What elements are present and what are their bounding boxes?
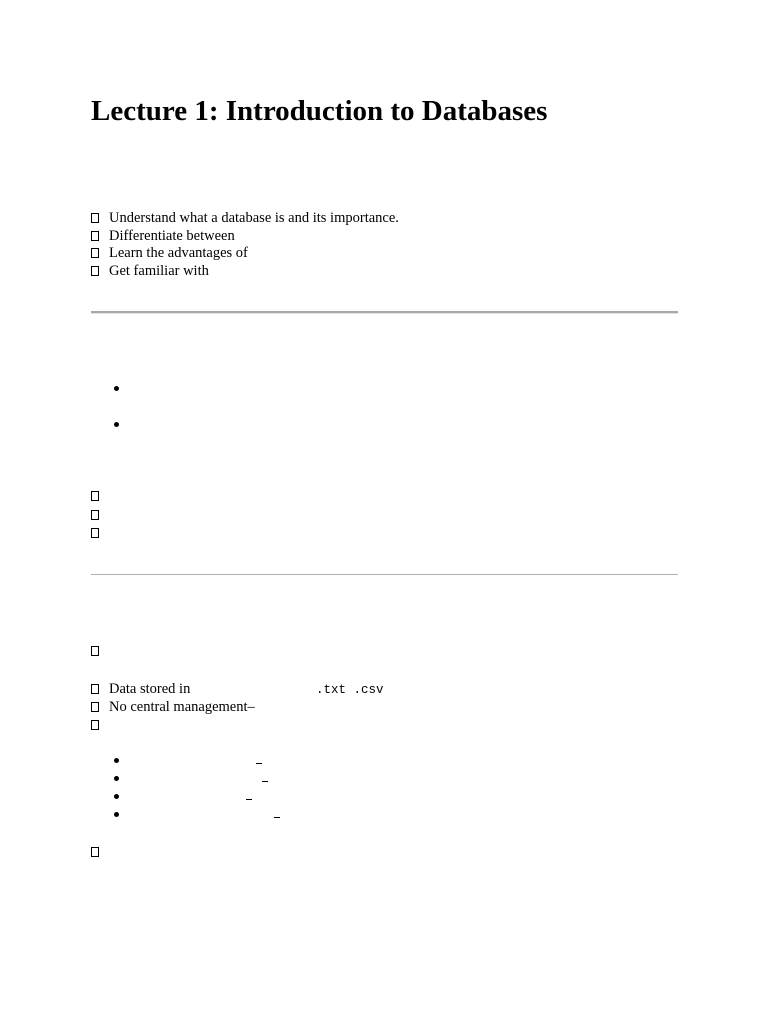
checkbox-glyph-icon — [91, 213, 99, 223]
bullet-icon — [114, 422, 119, 427]
checkbox-glyph-icon — [91, 491, 99, 501]
bullet-icon — [114, 386, 119, 391]
checkbox-glyph-icon — [91, 528, 99, 538]
checkbox-glyph-icon — [91, 231, 99, 241]
checkbox-glyph-icon — [91, 646, 99, 656]
checkbox-glyph-icon — [91, 510, 99, 520]
dash-mark — [262, 781, 268, 782]
checkbox-glyph-icon — [91, 248, 99, 258]
checkbox-glyph-icon — [91, 702, 99, 712]
horizontal-rule — [91, 311, 678, 314]
bullet-icon — [114, 812, 119, 817]
page-title: Lecture 1: Introduction to Databases — [91, 95, 548, 127]
bullet-icon — [114, 776, 119, 781]
checkbox-glyph-icon — [91, 847, 99, 857]
dash-mark — [256, 763, 262, 764]
dash-mark — [274, 817, 280, 818]
bullet-icon — [114, 758, 119, 763]
bullet-icon — [114, 794, 119, 799]
horizontal-rule — [91, 574, 678, 575]
dash-mark — [246, 799, 252, 800]
file-extensions: .txt .csv — [316, 683, 384, 697]
checkbox-glyph-icon — [91, 720, 99, 730]
checkbox-glyph-icon — [91, 684, 99, 694]
checkbox-glyph-icon — [91, 266, 99, 276]
